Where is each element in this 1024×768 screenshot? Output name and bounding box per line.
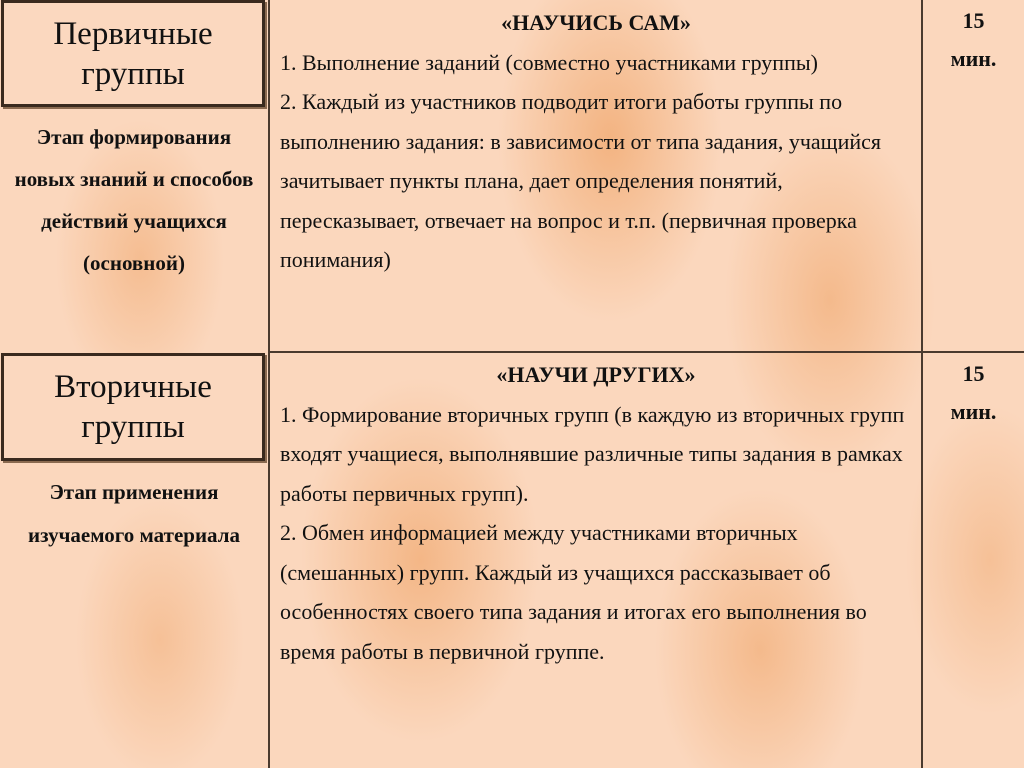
primary-groups-title-text: Первичные группы [53,15,213,92]
column-divider [268,0,270,768]
secondary-groups-title-text: Вторичные группы [54,369,212,445]
secondary-time [923,355,1024,431]
secondary-time-value: 15 [962,361,985,386]
secondary-activity-content [280,355,912,671]
secondary-groups-title [1,353,265,461]
secondary-stage-description [8,471,260,557]
row-divider [268,351,1024,353]
primary-time-value: 15 [962,8,985,33]
primary-activity-content [280,3,912,280]
primary-time [923,2,1024,78]
secondary-activity-heading: «НАУЧИ ДРУГИХ» [496,362,696,387]
primary-time-unit: мин. [950,46,997,71]
secondary-time-unit: мин. [950,399,997,424]
primary-stage-text: Этап формирования новых знаний и способов действий учащихся (основной) [14,125,254,275]
primary-groups-title [1,0,265,107]
primary-activity-point: 1. Выполнение заданий (совместно участниками группы) [280,49,818,75]
secondary-activity-point: 1. Формирование вторичных групп (в каждую из вторичных групп входят учащиеся, выполнявшие различные типы задания в рамках работы первичных групп). [280,401,905,506]
secondary-stage-text: Этап применения изучаемого материала [27,480,241,547]
primary-stage-description [8,116,260,284]
secondary-activity-point: 2. Обмен информацией между участниками вторичных (смешанных) групп. Каждый из учащихся рассказывает об особенностях своего типа задания и итогах его выполнения во время работы в первичной группе. [280,520,867,664]
primary-activity-heading: «НАУЧИСЬ САМ» [501,10,691,35]
primary-activity-point: 2. Каждый из участников подводит итоги работы группы по выполнению задания: в зависимости от типа задания, учащийся зачитывает пункты плана, дает определения понятий, пересказывает, отвечает на вопрос и т.п. (первичная проверка понимания) [280,89,882,272]
